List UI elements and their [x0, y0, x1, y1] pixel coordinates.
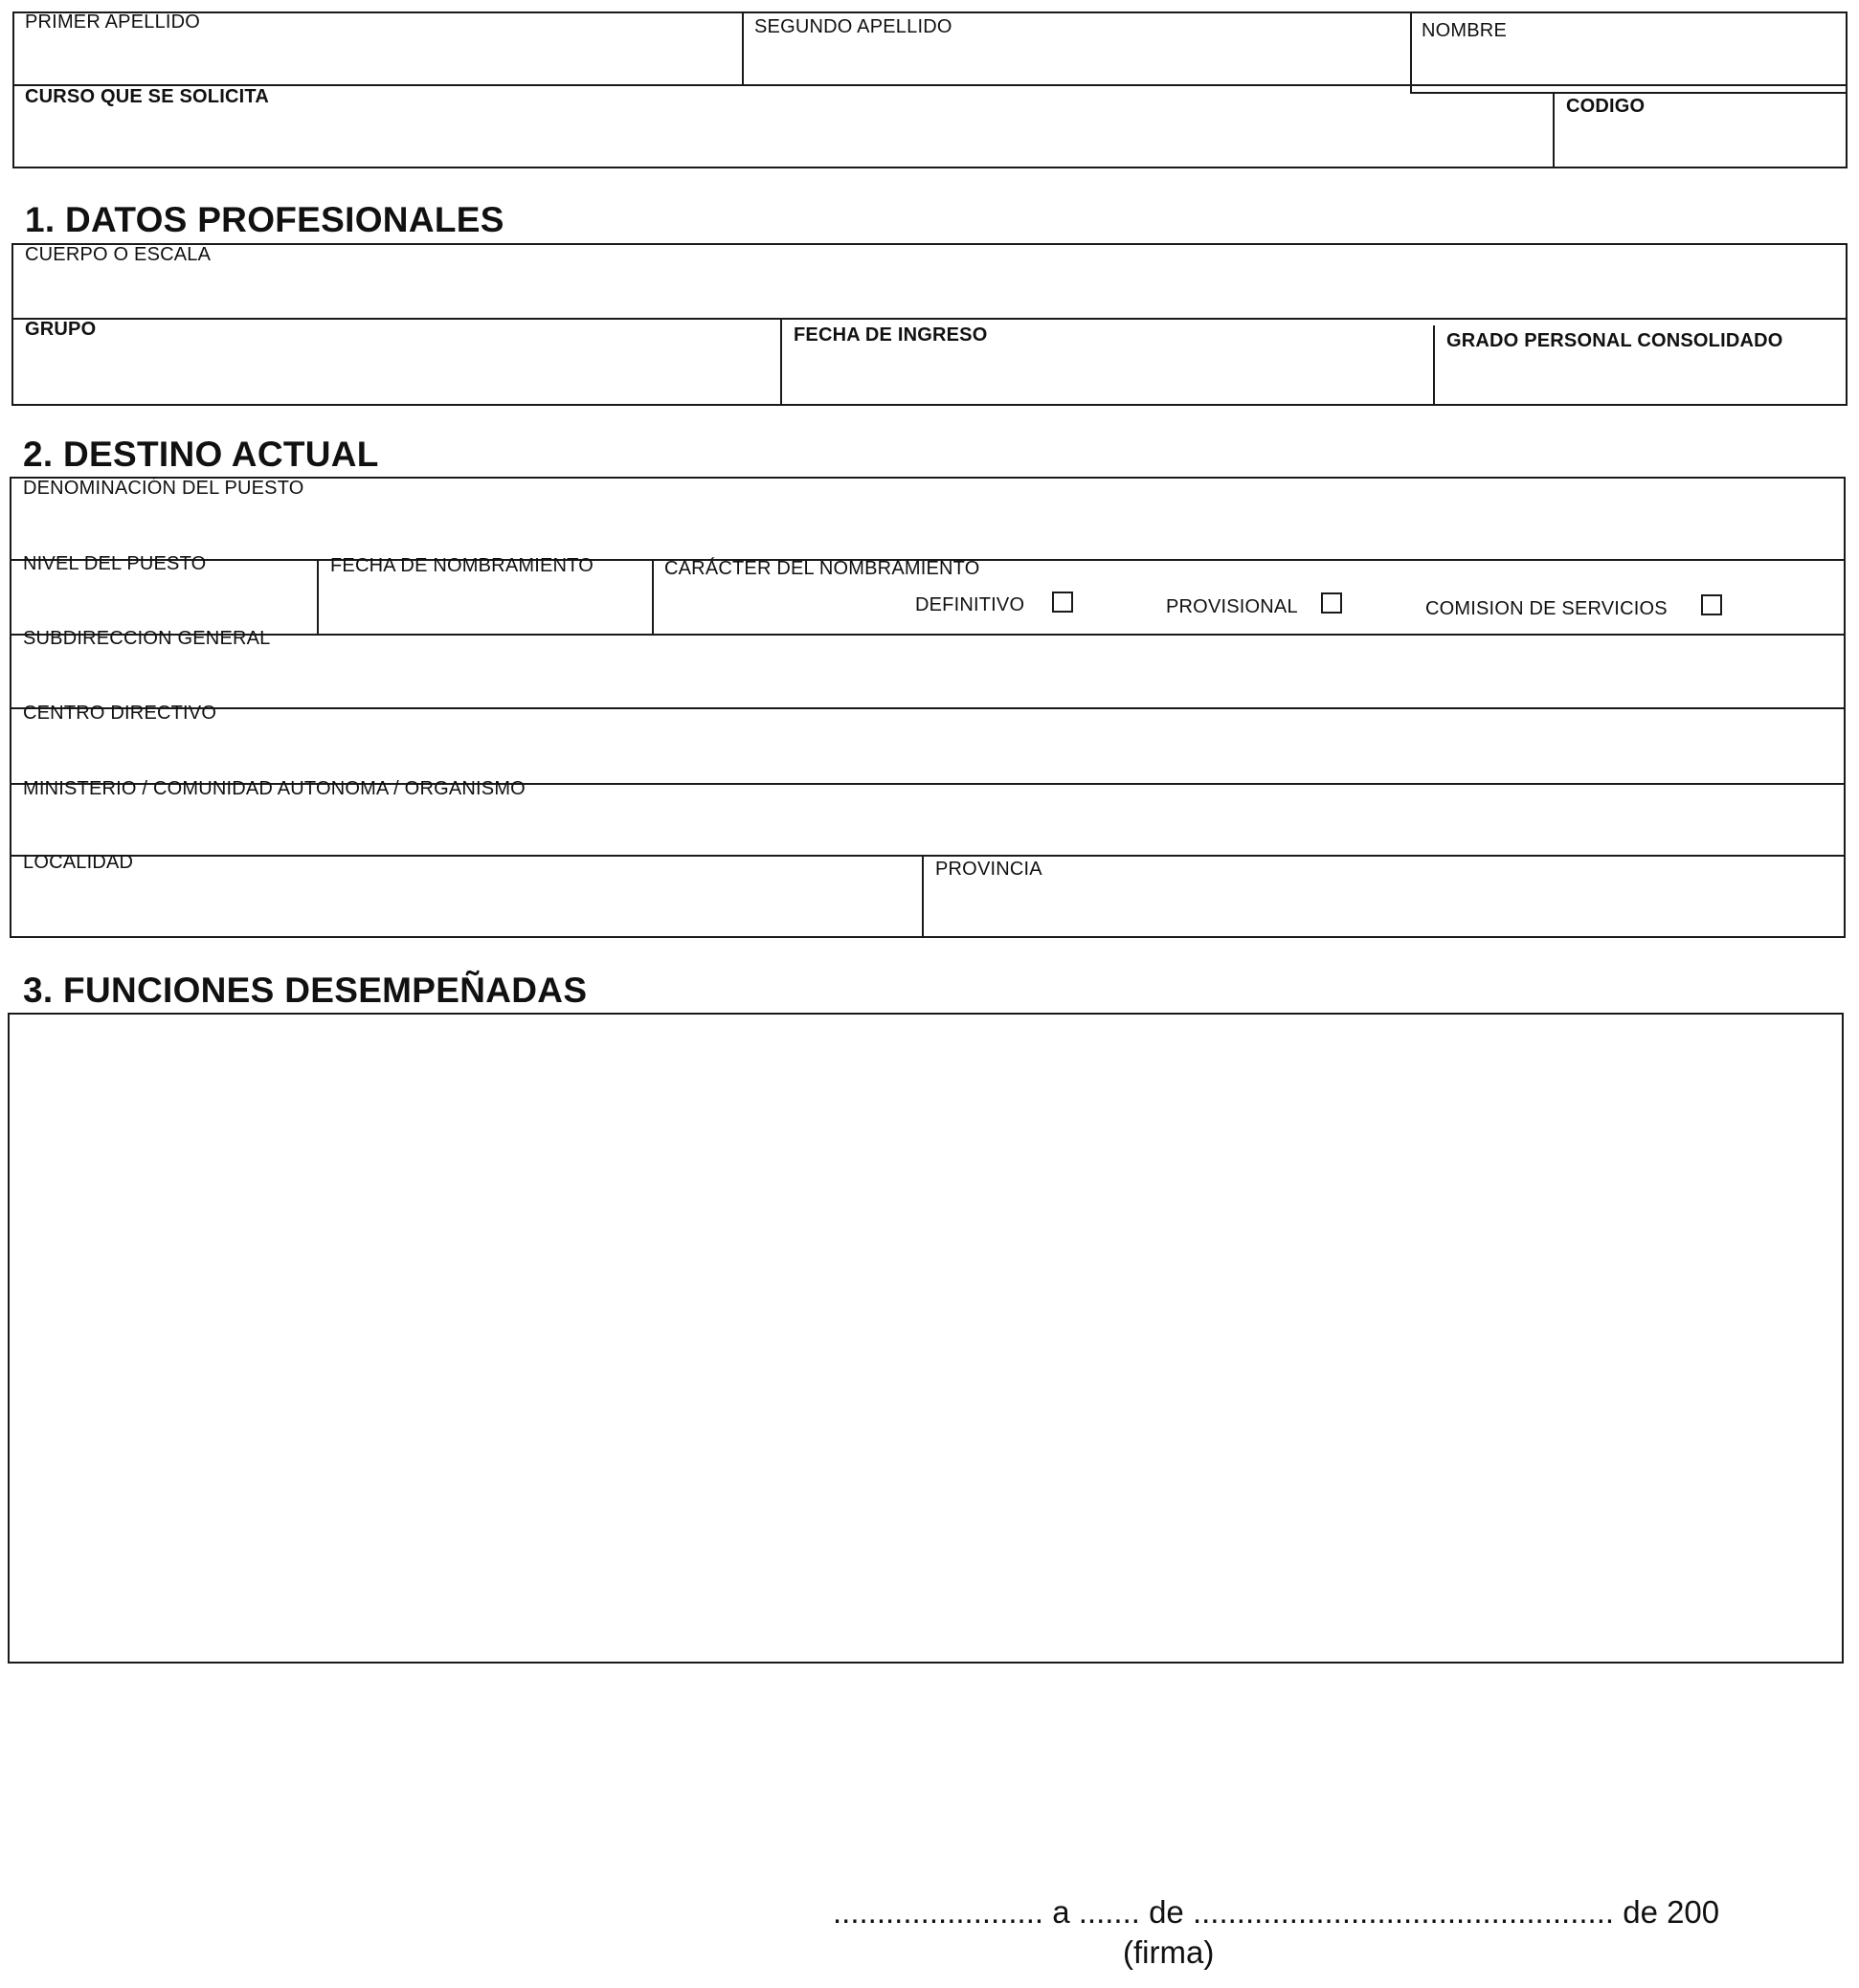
primer-apellido-label: PRIMER APELLIDO — [25, 11, 201, 33]
firma-label: (firma) — [1123, 1934, 1215, 1970]
date-signature-line: ........................ a ....... de ................................................ de 200 — [833, 1894, 1720, 1930]
nombre-label: NOMBRE — [1422, 20, 1507, 41]
funciones-desempenadas-textarea[interactable] — [8, 1013, 1844, 1664]
grupo-field[interactable] — [13, 320, 778, 404]
centro-directivo-label: CENTRO DIRECTIVO — [23, 703, 217, 724]
grado-personal-label: GRADO PERSONAL CONSOLIDADO — [1446, 330, 1783, 351]
cuerpo-escala-field[interactable] — [13, 245, 1846, 316]
provisional-checkbox[interactable] — [1321, 592, 1342, 614]
curso-label: CURSO QUE SE SOLICITA — [25, 86, 269, 107]
localidad-label: LOCALIDAD — [23, 852, 134, 873]
grupo-label: GRUPO — [25, 319, 97, 340]
section-3-title: 3. FUNCIONES DESEMPEÑADAS — [23, 971, 588, 1010]
localidad-field[interactable] — [11, 857, 920, 936]
segundo-apellido-label: SEGUNDO APELLIDO — [754, 16, 952, 37]
comision-servicios-checkbox[interactable] — [1701, 594, 1722, 615]
subdireccion-general-label: SUBDIRECCION GENERAL — [23, 628, 271, 649]
provincia-field[interactable] — [924, 857, 1844, 936]
ministerio-label: MINISTERIO / COMUNIDAD AUTONOMA / ORGANISMO — [23, 778, 526, 799]
provisional-label: PROVISIONAL — [1166, 596, 1298, 617]
centro-directivo-field[interactable] — [11, 709, 1844, 781]
definitivo-checkbox[interactable] — [1052, 592, 1073, 613]
destino-col-divider-fecha — [652, 559, 654, 634]
caracter-nombramiento-label: CARÁCTER DEL NOMBRAMIENTO — [664, 558, 980, 579]
fecha-ingreso-label: FECHA DE INGRESO — [794, 324, 988, 346]
codigo-label: CODIGO — [1566, 96, 1646, 117]
subdireccion-general-field[interactable] — [11, 636, 1844, 705]
definitivo-label: DEFINITIVO — [915, 594, 1025, 615]
denominacion-puesto-label: DENOMINACIÓN DEL PUESTO — [23, 478, 304, 499]
section-2-title: 2. DESTINO ACTUAL — [23, 435, 379, 474]
comision-servicios-label: COMISION DE SERVICIOS — [1425, 598, 1668, 619]
section-1-title: 1. DATOS PROFESIONALES — [25, 200, 504, 239]
fecha-nombramiento-label: FECHA DE NOMBRAMIENTO — [330, 555, 594, 576]
cuerpo-escala-label: CUERPO O ESCALA — [25, 244, 212, 265]
nivel-puesto-label: NIVEL DEL PUESTO — [23, 553, 207, 574]
provincia-label: PROVINCIA — [935, 859, 1042, 880]
